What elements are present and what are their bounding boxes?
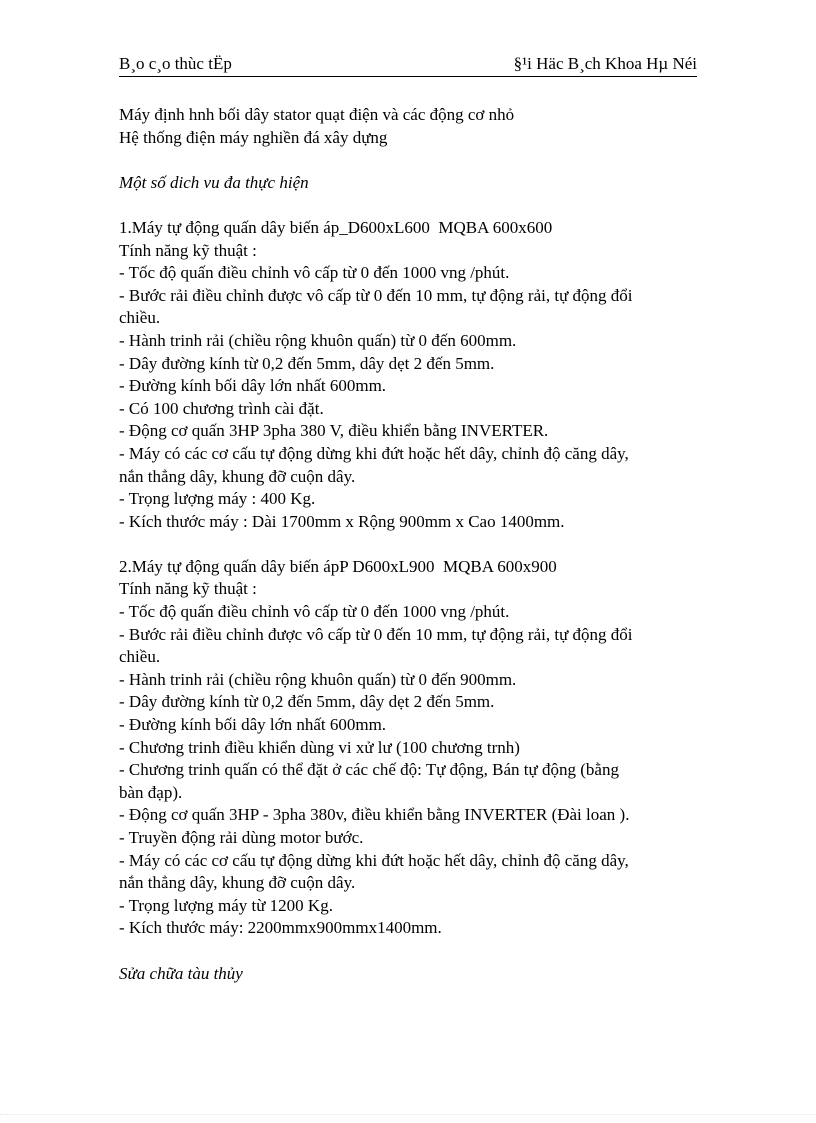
machine1-spec-line: - Đường kính bối dây lớn nhất 600mm. bbox=[119, 376, 387, 396]
machine2-spec-line: - Đường kính bối dây lớn nhất 600mm. bbox=[119, 715, 387, 735]
machine1-spec-label: Tính năng kỹ thuật : bbox=[119, 240, 257, 260]
machine2-spec-line: - Máy có các cơ cấu tự động dừng khi đứt hoặc hết dây, chỉnh độ căng dây, bbox=[119, 850, 629, 870]
machine1-spec-line: - Dây đường kính từ 0,2 đến 5mm, dây dẹt 2 đến 5mm. bbox=[119, 353, 495, 373]
machine1-title: 1.Máy tự động quấn dây biến áp_D600xL600 MQBA 600x600 bbox=[119, 217, 553, 237]
machine1-spec-line: - Kích thước máy : Dài 1700mm x Rộng 900mm x Cao 1400mm. bbox=[119, 511, 565, 531]
machine2-spec-line: - Dây đường kính từ 0,2 đến 5mm, dây dẹt 2 đến 5mm. bbox=[119, 692, 495, 712]
machine2-title: 2.Máy tự động quấn dây biến ápP D600xL900 MQBA 600x900 bbox=[119, 556, 557, 576]
document-body bbox=[119, 104, 704, 985]
machine1-spec-line: - Máy có các cơ cấu tự động dừng khi đứt hoặc hết dây, chỉnh độ căng dây, bbox=[119, 443, 629, 463]
page-bottom-divider bbox=[0, 1114, 816, 1115]
machine2-spec-line: - Bước rải điều chỉnh được vô cấp từ 0 đến 10 mm, tự động rải, tự động đổi bbox=[119, 624, 633, 644]
machine2-spec-line: - Hành trinh rải (chiều rộng khuôn quấn) từ 0 đến 900mm. bbox=[119, 669, 517, 689]
machine2-spec-line: - Trọng lượng máy từ 1200 Kg. bbox=[119, 895, 333, 915]
machine1-spec-line: - Trọng lượng máy : 400 Kg. bbox=[119, 489, 316, 509]
header-left-title: B¸o c¸o thùc tËp bbox=[119, 54, 232, 73]
page-header bbox=[119, 54, 697, 77]
repair-heading: Sửa chữa tàu thủy bbox=[119, 963, 243, 983]
machine2-spec-line: - Chương trinh điều khiển dùng vi xử lư (100 chương trnh) bbox=[119, 737, 520, 757]
machine1-spec-line: - Tốc độ quấn điều chỉnh vô cấp từ 0 đến 1000 vng /phút. bbox=[119, 263, 510, 283]
machine2-spec-line: bàn đạp). bbox=[119, 782, 183, 802]
machine1-spec-line: - Động cơ quấn 3HP 3pha 380 V, điều khiển bằng INVERTER. bbox=[119, 421, 549, 441]
machine2-spec-line: - Động cơ quấn 3HP - 3pha 380v, điều khiển bằng INVERTER (Đài loan ). bbox=[119, 805, 630, 825]
machine2-spec-line: - Truyền động rải dùng motor bước. bbox=[119, 828, 364, 847]
machine1-spec-line: - Hành trinh rải (chiều rộng khuôn quấn) từ 0 đến 600mm. bbox=[119, 330, 517, 350]
machine2-spec-line: - Chương trinh quấn có thể đặt ở các chế độ: Tự động, Bán tự động (bằng bbox=[119, 760, 619, 780]
header-right-title: §¹i Häc B¸ch Khoa Hµ Néi bbox=[513, 54, 697, 73]
intro-line: Máy định hnh bối dây stator quạt điện và các động cơ nhỏ bbox=[119, 105, 515, 124]
machine2-spec-line: - Tốc độ quấn điều chỉnh vô cấp từ 0 đến 1000 vng /phút. bbox=[119, 602, 510, 622]
machine1-spec-line: - Bước rải điều chỉnh được vô cấp từ 0 đến 10 mm, tự động rải, tự động đổi bbox=[119, 285, 633, 305]
machine2-spec-line: chiều. bbox=[119, 647, 161, 667]
machine2-spec-line: - Kích thước máy: 2200mmx900mmx1400mm. bbox=[119, 918, 442, 938]
services-heading: Một số dich vu đa thực hiện bbox=[119, 172, 309, 192]
machine1-spec-line: chiều. bbox=[119, 308, 161, 328]
machine1-spec-line: - Có 100 chương trình cài đặt. bbox=[119, 398, 324, 418]
machine2-spec-line: nắn thẳng dây, khung đỡ cuộn dây. bbox=[119, 873, 356, 893]
machine1-spec-line: nắn thẳng dây, khung đỡ cuộn dây. bbox=[119, 466, 356, 486]
intro-line: Hệ thống điện máy nghiền đá xây dựng bbox=[119, 127, 388, 147]
machine2-spec-label: Tính năng kỹ thuật : bbox=[119, 579, 257, 599]
